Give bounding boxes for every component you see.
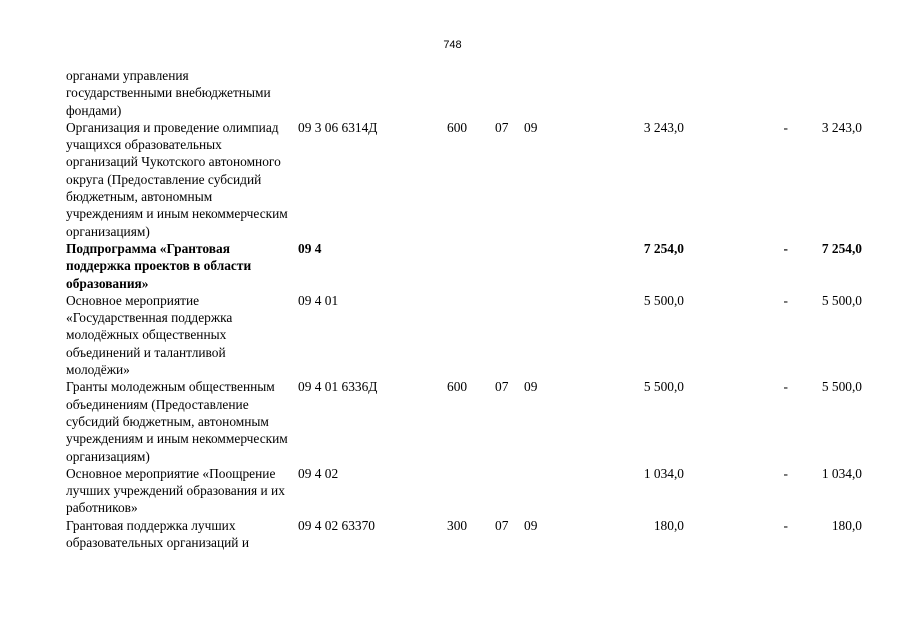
row-code: 09 4 01 [298, 292, 339, 308]
row-amount-regional [792, 67, 862, 119]
row-subsection [518, 292, 557, 378]
row-name: Основное мероприятие «Поощрение лучших учреждений образования и их работников» [66, 465, 285, 516]
row-expense-type [440, 465, 493, 517]
row-expense-type: 300 [447, 517, 468, 533]
row-code: 09 4 02 63370 [298, 517, 375, 533]
row-code: 09 3 06 6314Д [298, 119, 378, 135]
row-code: 09 4 01 6336Д [298, 379, 378, 395]
row-amount-total: 180,0 [653, 517, 684, 533]
row-code: 09 4 02 [298, 465, 339, 481]
row-name: Организация и проведение олимпиад учащихся образовательных организаций Чукотского автономного округа (Предоставление субсидий бюджетным, автономным учреждениям и иным некоммерческим организациям) [66, 119, 288, 239]
row-amount-regional: 7 254,0 [821, 240, 862, 256]
row-section: 07 [495, 517, 509, 533]
row-amount-regional: 3 243,0 [821, 119, 862, 135]
row-amount-total: 7 254,0 [643, 240, 684, 256]
page-number: 748 [443, 39, 462, 51]
row-section: 07 [495, 379, 509, 395]
row-amount-total: 5 500,0 [643, 292, 684, 308]
row-subsection [518, 67, 557, 119]
row-amount-regional: 5 500,0 [821, 379, 862, 395]
row-amount-total: 5 500,0 [643, 379, 684, 395]
row-amount-federal: - [783, 240, 788, 256]
row-amount-regional: 1 034,0 [821, 465, 862, 481]
row-amount-total [557, 67, 684, 119]
row-amount-federal: - [783, 379, 788, 395]
table-row [66, 67, 862, 119]
row-amount-federal: - [783, 517, 788, 533]
row-amount-federal: - [783, 465, 788, 481]
row-code: 09 4 [298, 240, 322, 256]
row-subsection: 09 [524, 517, 538, 533]
row-amount-regional: 180,0 [831, 517, 862, 533]
row-name: органами управления государственными внебюджетными фондами) [66, 68, 271, 118]
row-subsection: 09 [524, 119, 538, 135]
row-code [296, 67, 440, 119]
table-row [66, 119, 862, 240]
table-row [66, 292, 862, 378]
table-row-subprogram [66, 240, 862, 292]
row-name: Основное мероприятие «Государственная поддержка молодёжных общественных объединений и талантливой молодёжи» [66, 292, 233, 378]
row-expense-type: 600 [447, 119, 468, 135]
row-amount-federal: - [783, 119, 788, 135]
row-expense-type [440, 67, 493, 119]
budget-table [66, 67, 862, 551]
row-amount-total: 1 034,0 [643, 465, 684, 481]
row-amount-total: 3 243,0 [643, 119, 684, 135]
row-amount-federal [684, 67, 792, 119]
row-section: 07 [495, 119, 509, 135]
row-amount-federal: - [783, 292, 788, 308]
row-section [493, 292, 518, 378]
row-name: Подпрограмма «Грантовая поддержка проектов в области образования» [66, 240, 252, 291]
table-row [66, 517, 862, 552]
table-row [66, 378, 862, 464]
row-expense-type [440, 240, 493, 292]
row-expense-type: 600 [447, 379, 468, 395]
row-name: Гранты молодежным общественным объединениям (Предоставление субсидий бюджетным, автономным учреждениям и иным некоммерческим организациям) [66, 379, 288, 464]
row-amount-regional: 5 500,0 [821, 292, 862, 308]
row-subsection: 09 [524, 379, 538, 395]
row-section [493, 465, 518, 517]
row-expense-type [440, 292, 493, 378]
table-row [66, 465, 862, 517]
row-name: Грантовая поддержка лучших образовательных организаций и [66, 517, 249, 551]
row-section [493, 240, 518, 292]
row-subsection [518, 465, 557, 517]
row-section [493, 67, 518, 119]
row-subsection [518, 240, 557, 292]
